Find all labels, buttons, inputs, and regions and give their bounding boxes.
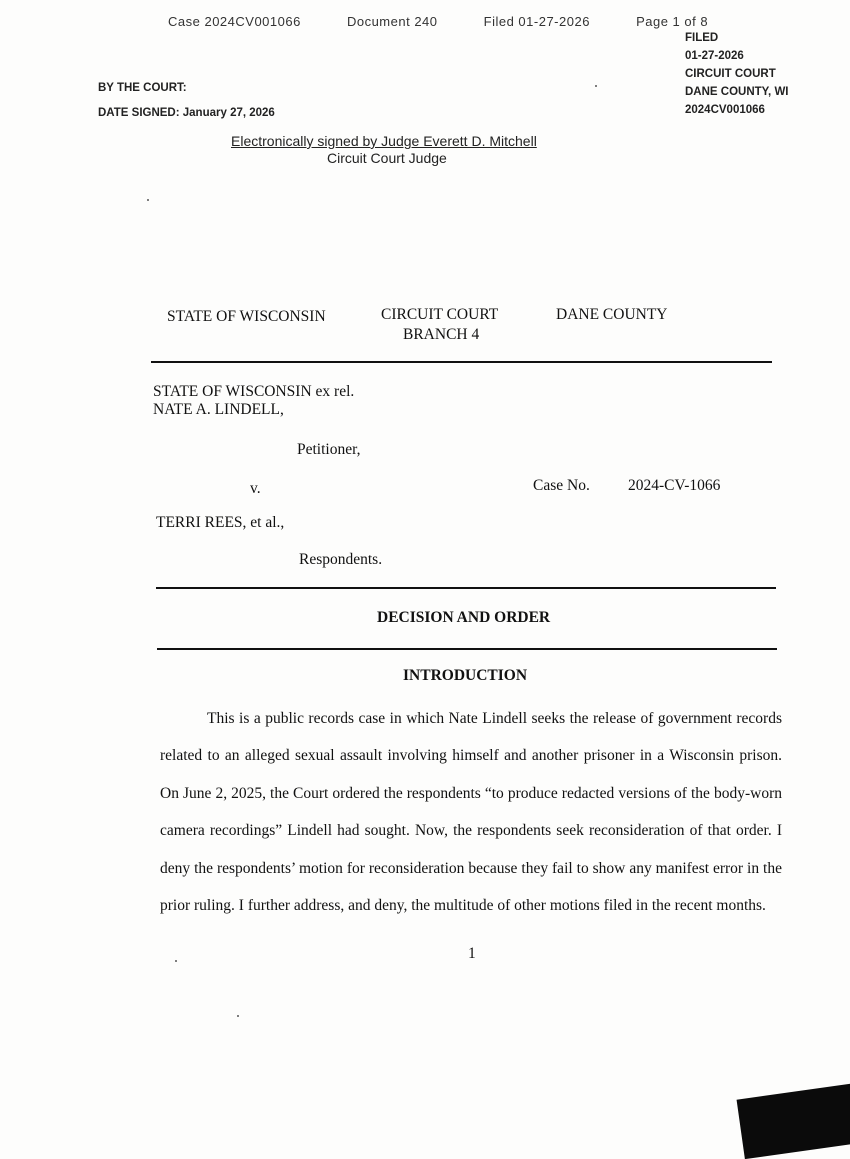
caption-rule-middle (156, 587, 776, 589)
caption-rule-bottom (157, 648, 777, 650)
caption-rule-top (151, 361, 772, 363)
page-number: 1 (468, 945, 476, 962)
respondent-name: TERRI REES, et al., (156, 514, 285, 531)
case-no-value: 2024-CV-1066 (628, 477, 721, 494)
case-no-label: Case No. (533, 477, 590, 494)
caption-court: CIRCUIT COURT (381, 306, 499, 323)
caption-county: DANE COUNTY (556, 306, 668, 323)
header-document: Document 240 (346, 14, 438, 29)
relator-line-1: STATE OF WISCONSIN ex rel. (153, 383, 355, 400)
scan-speck (595, 85, 597, 87)
cut-off-header (168, 14, 750, 29)
esign-line: Electronically signed by Judge Everett D. Mitchell (231, 133, 537, 149)
section-title-introduction: INTRODUCTION (403, 667, 528, 684)
by-the-court: BY THE COURT: (98, 82, 187, 94)
scan-speck (147, 199, 149, 201)
versus: v. (250, 480, 261, 497)
filing-stamp (685, 29, 789, 119)
stamp-court: CIRCUIT COURT (685, 68, 776, 80)
stamp-date: 01-27-2026 (685, 50, 744, 62)
stamp-filed: FILED (685, 32, 719, 44)
stamp-county: DANE COUNTY, WI (685, 86, 789, 98)
stamp-case-number: 2024CV001066 (685, 104, 765, 116)
petitioner-label: Petitioner, (297, 441, 361, 458)
caption-state: STATE OF WISCONSIN (167, 308, 326, 325)
header-page: Page 1 of 8 (636, 14, 709, 29)
introduction-paragraph: This is a public records case in which Nate Lindell seeks the release of government records related to an alleged sexual assault involving himself and another prisoner in a Wisconsin prison. On June 2, 2025, the Court ordered the respondents “to produce redacted versions of the body-worn camera recordings” Lindell had sought. Now, the respondents seek reconsideration of that order. I deny the respondents’ motion for reconsideration because they fail to show any manifest error in the prior ruling. I further address, and deny, the multitude of other motions filed in the recent months. (160, 710, 782, 915)
relator-line-2: NATE A. LINDELL, (153, 401, 284, 418)
scan-speck (175, 960, 177, 962)
header-filed: Filed 01-27-2026 (483, 14, 590, 29)
electronic-signature (231, 133, 537, 149)
date-signed: DATE SIGNED: January 27, 2026 (98, 107, 275, 119)
respondents-label: Respondents. (299, 551, 383, 568)
header-case: Case 2024CV001066 (168, 14, 301, 29)
caption-branch: BRANCH 4 (403, 326, 480, 343)
judge-title: Circuit Court Judge (327, 150, 447, 166)
order-title: DECISION AND ORDER (377, 609, 551, 626)
scan-speck (237, 1015, 239, 1017)
